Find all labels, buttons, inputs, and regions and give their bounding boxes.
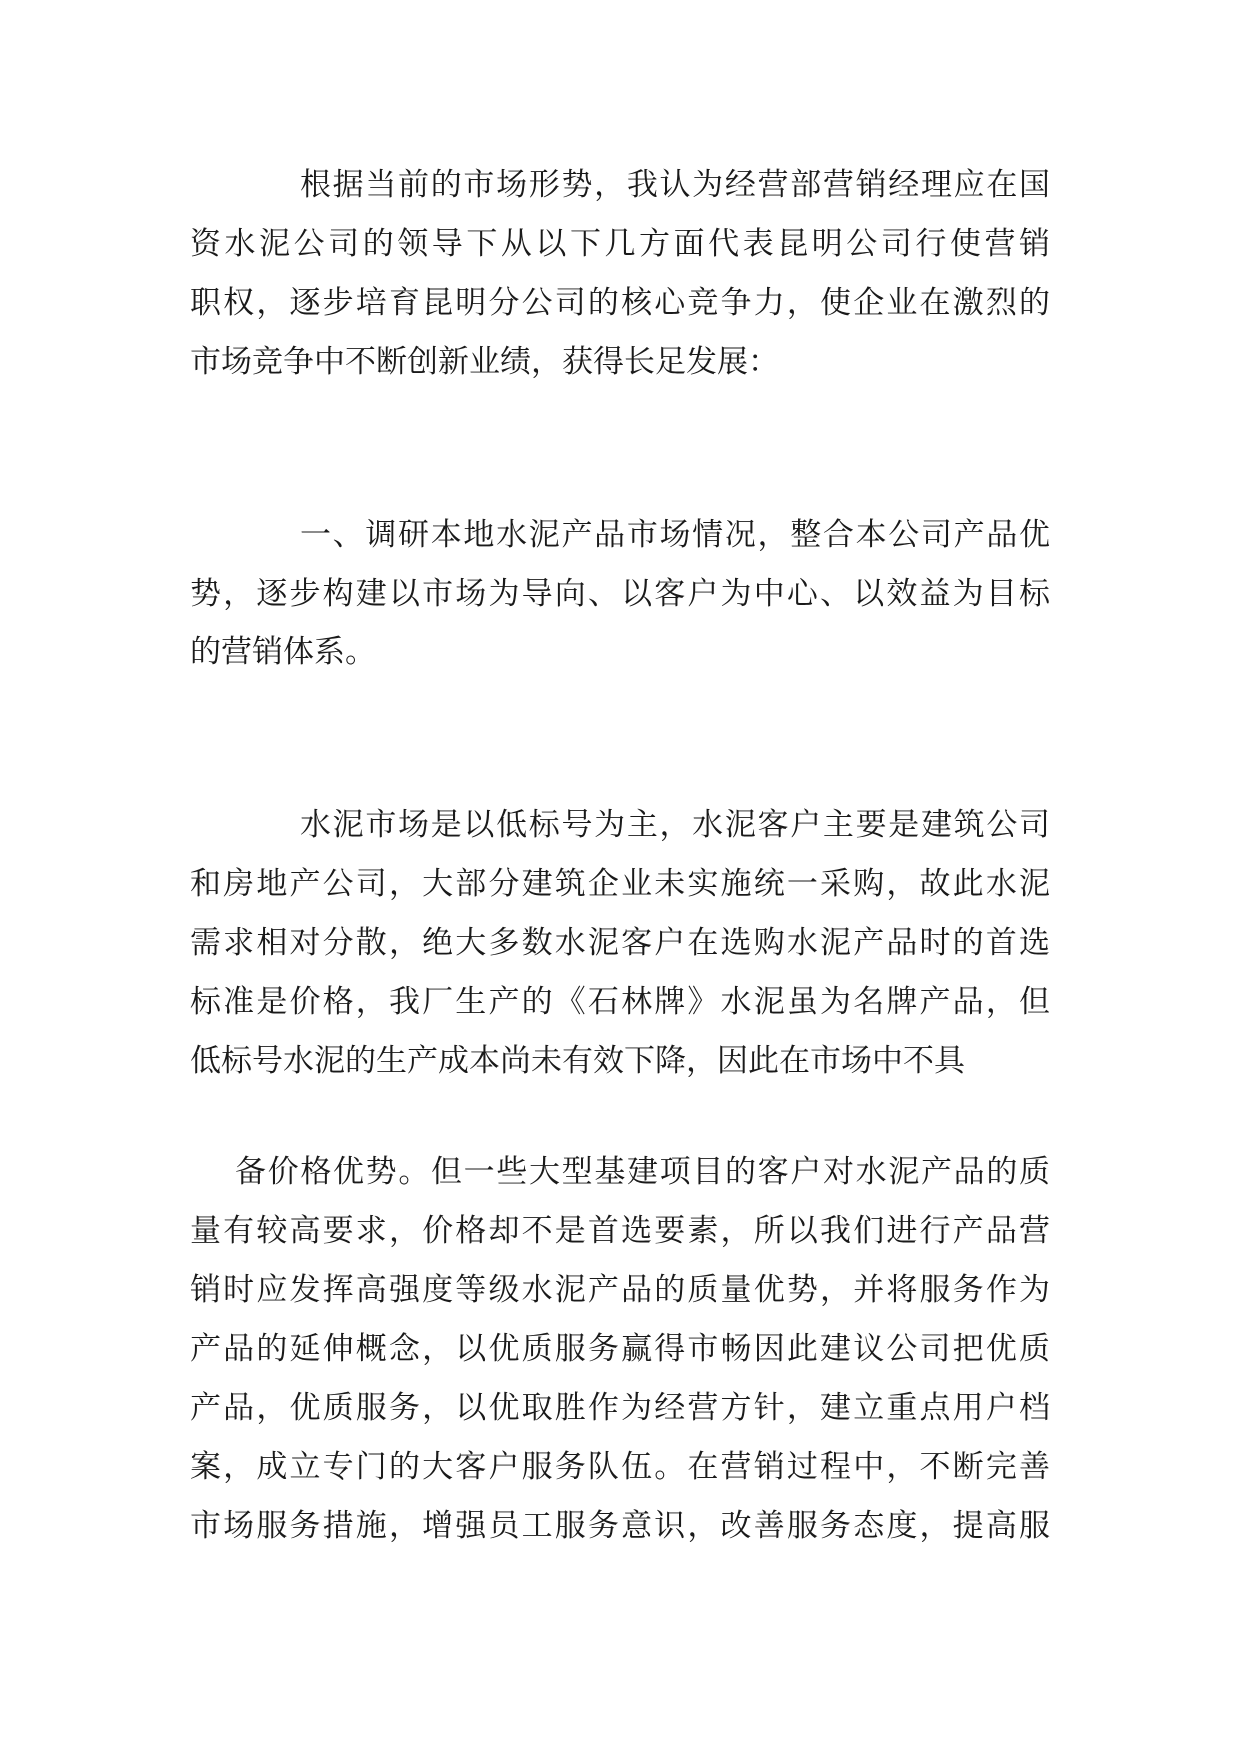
paragraph-4-line-4: 产品的延伸概念，以优质服务赢得市畅因此建议公司把优质 [190,1331,1050,1367]
paragraph-3-line-1: 水泥市场是以低标号为主，水泥客户主要是建筑公司 [300,807,1050,843]
paragraph-1-line-3: 职权，逐步培育昆明分公司的核心竞争力，使企业在激烈的 [190,285,1050,321]
paragraph-2-line-3: 的营销体系。 [190,634,376,670]
paragraph-2-line-2: 势，逐步构建以市场为导向、以客户为中心、以效益为目标 [190,576,1050,612]
paragraph-4-line-5: 产品，优质服务，以优取胜作为经营方针，建立重点用户档 [190,1390,1050,1426]
paragraph-4-line-3: 销时应发挥高强度等级水泥产品的质量优势，并将服务作为 [190,1272,1050,1308]
paragraph-1-line-2: 资水泥公司的领导下从以下几方面代表昆明公司行使营销 [190,226,1050,262]
paragraph-1-line-4: 市场竞争中不断创新业绩，获得长足发展： [190,344,779,380]
paragraph-4-line-6: 案，成立专门的大客户服务队伍。在营销过程中，不断完善 [190,1449,1050,1485]
paragraph-4-line-1: 备价格优势。但一些大型基建项目的客户对水泥产品的质 [235,1154,1050,1190]
paragraph-3-line-5: 低标号水泥的生产成本尚未有效下降，因此在市场中不具 [190,1043,965,1079]
paragraph-3-line-3: 需求相对分散，绝大多数水泥客户在选购水泥产品时的首选 [190,925,1050,961]
paragraph-3-line-4: 标准是价格，我厂生产的《石林牌》水泥虽为名牌产品，但 [190,984,1050,1020]
paragraph-4-line-2: 量有较高要求，价格却不是首选要素，所以我们进行产品营 [190,1213,1050,1249]
paragraph-2-line-1: 一、调研本地水泥产品市场情况，整合本公司产品优 [300,517,1050,553]
paragraph-1-line-1: 根据当前的市场形势，我认为经营部营销经理应在国 [300,167,1050,203]
paragraph-3-line-2: 和房地产公司，大部分建筑企业未实施统一采购，故此水泥 [190,866,1050,902]
paragraph-4-line-7: 市场服务措施，增强员工服务意识，改善服务态度，提高服 [190,1508,1050,1544]
